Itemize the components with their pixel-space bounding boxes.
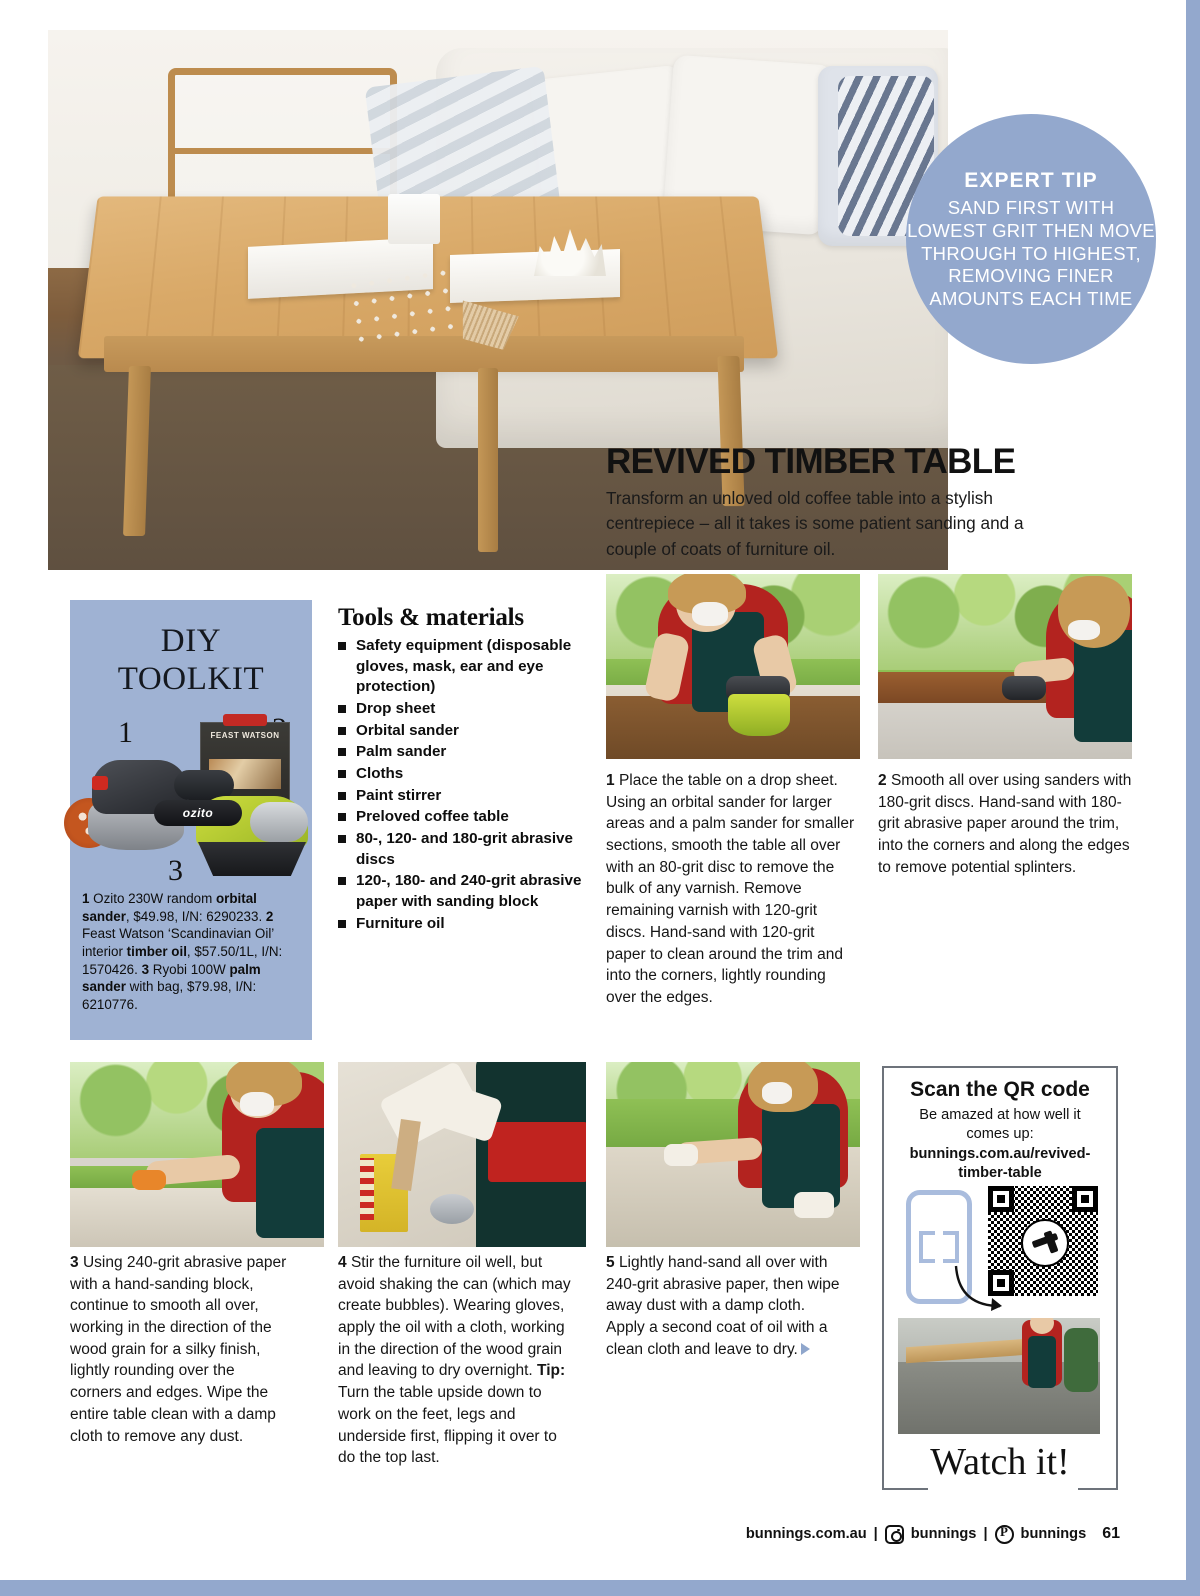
orbital-sander-in-use <box>728 694 790 736</box>
list-item: Orbital sander <box>338 721 588 742</box>
step-1-text: Place the table on a drop sheet. Using an orbital sander for larger areas and a palm sander for smaller sections, smooth the table all over with an 80-grit disc to remove the bulk of any varnish. Remove remaining varnish with 120-grit discs. Hand-sand with 120-grit paper to clean around the trim and into the corners, lightly rounding over the edges. <box>606 772 855 1006</box>
article-standfirst: Transform an unloved old coffee table into a stylish centrepiece – all it takes is some patient sanding and a couple of coats of furniture oil. <box>606 488 1024 559</box>
table-apron <box>104 336 744 372</box>
continue-arrow-icon <box>801 1343 810 1355</box>
can-label-stripes <box>360 1158 374 1220</box>
apron-logo-band <box>488 1122 586 1182</box>
list-item: Cloths <box>338 764 588 785</box>
instagram-icon[interactable] <box>885 1525 904 1544</box>
step-4-text: Stir the furniture oil well, but avoid shaking the can (which may create bubbles). Wearing gloves, apply the oil with a cloth, working in the direction of the wood grain and leaving to dry overnight. <box>338 1254 571 1380</box>
qr-finder-icon <box>988 1186 1014 1212</box>
palm-sander-pad <box>198 842 306 876</box>
list-item: Safety equipment (disposable gloves, mask, ear and eye protection) <box>338 636 588 698</box>
apron <box>1028 1336 1056 1388</box>
caption-bold-3: palm sander <box>82 961 261 995</box>
footer-separator-1: | <box>873 1526 878 1542</box>
can-lid-removed <box>430 1194 474 1224</box>
gloved-hand <box>794 1192 834 1218</box>
caption-text-1: Ozito 230W random <box>89 891 216 906</box>
page-edge-inner <box>1164 0 1186 1580</box>
footer <box>700 1520 1120 1548</box>
step-2-photo <box>878 574 1132 759</box>
step-1-photo <box>606 574 860 759</box>
expert-tip-body: SAND FIRST WITH LOWEST GRIT THEN MOVE THROUGH TO HIGHEST, REMOVING FINER AMOUNTS EACH TIME <box>907 197 1155 309</box>
diy-toolkit-heading <box>70 600 312 699</box>
palm-sander-dust-bag <box>250 802 308 842</box>
dust-mask <box>1068 620 1100 640</box>
caption-text-2: Feast Watson ‘Scandinavian Oil’ interior <box>82 926 274 960</box>
gloved-hand <box>664 1144 698 1166</box>
toolkit-number-3: 3 <box>168 854 183 887</box>
step-2-number: 2 <box>878 772 887 789</box>
step-3-caption <box>70 1252 288 1447</box>
list-item: Paint stirrer <box>338 786 588 807</box>
qr-url: bunnings.com.au/revived-timber-table <box>909 1145 1091 1181</box>
step-3-number: 3 <box>70 1254 79 1271</box>
qr-code-image[interactable] <box>988 1186 1098 1296</box>
page-edge-bottom <box>0 1580 1200 1596</box>
step-3-text: Using 240-grit abrasive paper with a hand-sanding block, continue to smooth all over, working in the direction of the wood grain for a silky finish, lightly rounding over the corners and edges. Wipe the entire table clean with a damp cloth to remove any dust. <box>70 1254 287 1445</box>
step-4-caption <box>338 1252 576 1469</box>
footer-website[interactable]: bunnings.com.au <box>745 1526 867 1542</box>
qr-subtext-lead: Be amazed at how well it comes up: <box>919 1107 1081 1143</box>
caption-bold-2: timber oil <box>126 944 187 960</box>
step-4-number: 4 <box>338 1254 347 1271</box>
sanding-block <box>132 1170 166 1190</box>
step-5-photo <box>606 1062 860 1247</box>
apron <box>256 1128 324 1238</box>
can-lid <box>223 714 267 726</box>
qr-video-thumbnail[interactable] <box>898 1318 1100 1434</box>
step-2-text: Smooth all over using sanders with 180-grit discs. Hand-sand with 180-grit abrasive paper around the trim, into the corners and along the edges to remove potential splinters. <box>878 772 1132 876</box>
pinterest-icon[interactable] <box>995 1525 1014 1544</box>
step-5-number: 5 <box>606 1254 615 1271</box>
step-4-tip-label: Tip: <box>537 1362 566 1380</box>
step-1-number: 1 <box>606 772 615 789</box>
list-item: Furniture oil <box>338 914 588 935</box>
caption-num-3: 3 <box>141 961 150 977</box>
footer-separator-2: | <box>983 1526 988 1542</box>
step-2-caption <box>878 770 1134 878</box>
scan-corner-icon <box>943 1247 959 1263</box>
toolkit-caption-1 <box>82 891 262 924</box>
tools-list <box>338 636 588 934</box>
page-edge-right <box>1186 0 1200 1596</box>
qr-finder-icon <box>988 1270 1014 1296</box>
step-5-text: Lightly hand-sand all over with 240-grit abrasive paper, then wipe away dust with a damp cloth. Apply a second coat of oil with a clean cloth and leave to dry. <box>606 1254 840 1358</box>
scan-corner-icon <box>919 1247 935 1263</box>
list-item: Preloved coffee table <box>338 807 588 828</box>
list-item: Palm sander <box>338 742 588 763</box>
diy-toolkit-heading-line2: TOOLKIT <box>117 661 265 698</box>
dust-mask <box>762 1082 792 1104</box>
step-4-tip-text: Turn the table upside down to work on the feet, legs and underside first, flipping it over to do the top last. <box>338 1384 557 1467</box>
box-notch <box>928 1485 1078 1491</box>
page-title: REVIVED TIMBER TABLE <box>606 442 1016 481</box>
caption-rest-1: , $49.98, I/N: 6290233. <box>125 908 263 924</box>
watch-it-label: Watch it! <box>930 1441 1070 1483</box>
qr-finder-icon <box>1072 1186 1098 1212</box>
qr-code-box <box>882 1066 1118 1490</box>
footer-pinterest-handle[interactable]: bunnings <box>1020 1526 1087 1542</box>
caption-bold-1: orbital sander <box>82 891 257 924</box>
step-4-photo <box>338 1062 586 1247</box>
power-switch <box>92 776 108 790</box>
dust-mask <box>240 1092 274 1116</box>
diy-toolkit-panel <box>70 600 312 1040</box>
tools-heading: Tools & materials <box>338 604 524 631</box>
page-number: 61 <box>1102 1525 1120 1542</box>
caption-text-3: Ryobi 100W <box>149 961 230 977</box>
plant <box>1064 1328 1098 1392</box>
toolkit-caption <box>82 890 302 1014</box>
expert-tip-heading: EXPERT TIP <box>964 168 1098 192</box>
caption-rest-2: , $57.50/1L, I/N: 1570426. <box>82 944 283 977</box>
qr-heading: Scan the QR code <box>910 1078 1090 1101</box>
list-item: Drop sheet <box>338 699 588 720</box>
step-1-caption <box>606 770 856 1009</box>
caption-rest-3: with bag, $79.98, I/N: 6210776. <box>82 979 257 1013</box>
candle <box>388 194 440 244</box>
footer-instagram-handle[interactable]: bunnings <box>910 1526 977 1542</box>
scan-corner-icon <box>943 1231 959 1247</box>
toolkit-number-1: 1 <box>118 716 133 749</box>
list-item: 120-, 180- and 240-grit abrasive paper with sanding block <box>338 871 588 912</box>
caption-num-1: 1 <box>82 891 90 906</box>
expert-tip-badge <box>906 114 1156 364</box>
hammer-logo-icon <box>1021 1219 1069 1267</box>
qr-subtext <box>896 1106 1104 1183</box>
scan-corner-icon <box>919 1231 935 1247</box>
palm-sander-in-use <box>1002 676 1046 700</box>
tools-and-materials <box>338 604 588 935</box>
dust-mask <box>692 602 728 626</box>
step-5-caption <box>606 1252 846 1360</box>
list-item: 80-, 120- and 180-grit abrasive discs <box>338 829 588 870</box>
can-brand-label: FEAST WATSON <box>210 731 280 740</box>
caption-num-2: 2 <box>265 908 274 924</box>
table-leg <box>478 368 498 552</box>
step-3-photo <box>70 1062 324 1247</box>
diy-toolkit-heading-line1: DIY <box>160 623 222 659</box>
ozito-wordmark: ozito <box>154 800 242 826</box>
